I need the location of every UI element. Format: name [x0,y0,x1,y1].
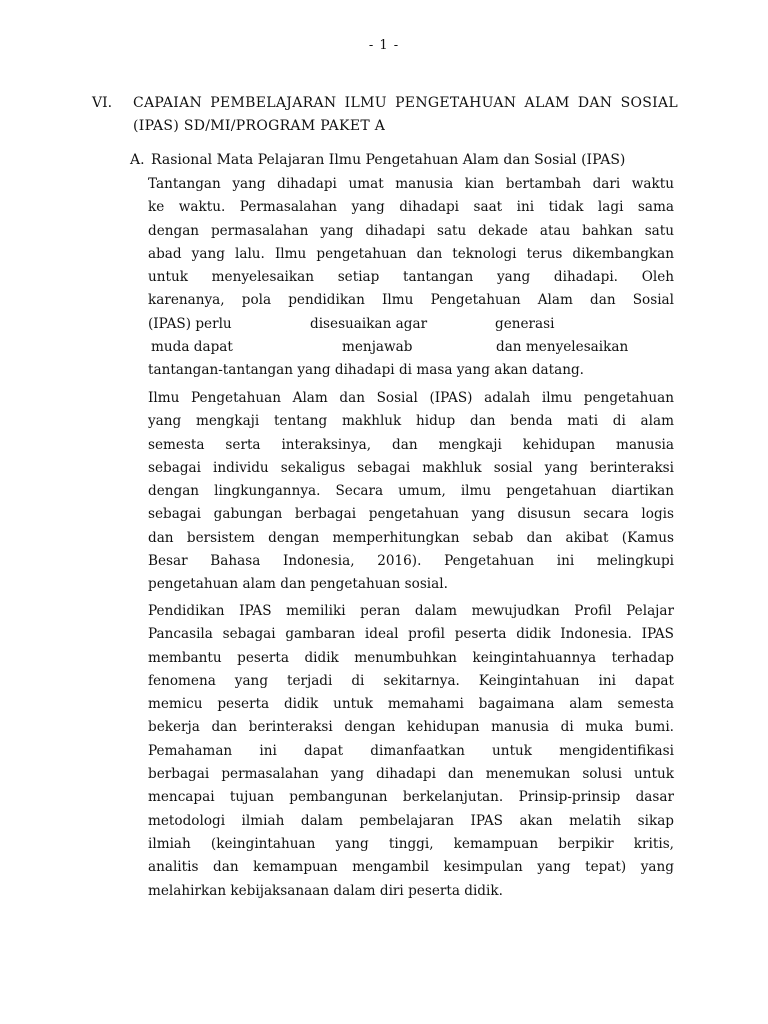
paragraph-line: memicu peserta didik untuk memahami bagaimana alam semesta [148,696,674,713]
section-title-line-2: (IPAS) SD/MI/PROGRAM PAKET A [133,118,386,134]
paragraph-line: karenanya, pola pendidikan Ilmu Pengetahuan Alam dan Sosial [148,292,674,309]
paragraph-line: berbagai permasalahan yang dihadapi dan menemukan solusi untuk [148,766,674,783]
paragraph-line: tantangan-tantangan yang dihadapi di masa yang akan datang. [148,362,584,379]
paragraph-line: melahirkan kebijaksanaan dalam diri peserta didik. [148,882,503,899]
section-title [133,92,678,138]
paragraph-line: mencapai tujuan pembangunan berkelanjutan. Prinsip-prinsip dasar [148,789,674,806]
paragraph-line: membantu peserta didik menumbuhkan keingintahuannya terhadap [148,649,674,666]
paragraph-line: metodologi ilmiah dalam pembelajaran IPAS akan melatih sikap [148,812,674,829]
paragraph-line: fenomena yang terjadi di sekitarnya. Keingintahuan ini dapat [148,672,674,689]
paragraph-line: sebagai gabungan berbagai pengetahuan yang disusun secara logis [148,506,674,523]
gap-text: disesuaikan agar [310,315,428,332]
gap-text: muda dapat [151,339,233,356]
paragraph-1 [148,173,674,383]
paragraph-line: abad yang lalu. Ilmu pengetahuan dan teknologi terus dikembangkan [148,245,674,262]
paragraph-line: sebagai individu sekaligus sebagai makhluk sosial yang berinteraksi [148,459,674,476]
gap-text: menjawab [342,339,413,356]
gap-text: generasi [495,315,555,332]
section-number: VI. [92,95,113,111]
paragraph-line: dengan lingkungannya. Secara umum, ilmu pengetahuan diartikan [148,483,674,500]
paragraph-line: semesta serta interaksinya, dan mengkaji kehidupan manusia [148,436,674,453]
paragraph-line: dan bersistem dengan memperhitungkan sebab dan akibat (Kamus [148,529,674,546]
paragraph-gap-line-2 [148,336,674,359]
paragraph-gap-line-1 [148,313,674,336]
subsection-letter: A. [130,152,145,168]
page-number: - 1 - [368,38,400,53]
paragraph-line: analitis dan kemampuan mengambil kesimpulan yang tepat) yang [148,859,674,876]
paragraph-line: Pancasila sebagai gambaran ideal profil peserta didik Indonesia. IPAS [148,626,674,643]
paragraph-line: untuk menyelesaikan setiap tantangan yang dihadapi. Oleh [148,269,674,286]
paragraph-line: ilmiah (keingintahuan yang tinggi, kemampuan berpikir kritis, [148,835,674,852]
paragraph-line: Tantangan yang dihadapi umat manusia kian bertambah dari waktu [148,176,674,192]
section-title-line-1: CAPAIAN PEMBELAJARAN ILMU PENGETAHUAN ALAM DAN SOSIAL [133,95,678,111]
paragraph-2 [148,387,674,597]
paragraph-line: Pemahaman ini dapat dimanfaatkan untuk mengidentifikasi [148,742,674,759]
paragraph-line: Besar Bahasa Indonesia, 2016). Pengetahuan ini melingkupi [148,553,674,570]
paragraph-line: pengetahuan alam dan pengetahuan sosial. [148,576,448,593]
gap-text: dan menyelesaikan [496,339,629,356]
gap-text: (IPAS) perlu [148,315,232,332]
paragraph-line: ke waktu. Permasalahan yang dihadapi saat ini tidak lagi sama [148,199,674,216]
subsection-title: Rasional Mata Pelajaran Ilmu Pengetahuan Alam dan Sosial (IPAS) [151,152,626,168]
paragraph-line: yang mengkaji tentang makhluk hidup dan benda mati di alam [148,413,674,430]
paragraph-line: Pendidikan IPAS memiliki peran dalam mewujudkan Profil Pelajar [148,603,674,619]
paragraph-line: bekerja dan berinteraksi dengan kehidupan manusia di muka bumi. [148,719,674,736]
paragraph-line: Ilmu Pengetahuan Alam dan Sosial (IPAS) adalah ilmu pengetahuan [148,390,674,406]
paragraph-line: dengan permasalahan yang dihadapi satu dekade atau bahkan satu [148,222,674,239]
paragraph-3 [148,600,674,903]
